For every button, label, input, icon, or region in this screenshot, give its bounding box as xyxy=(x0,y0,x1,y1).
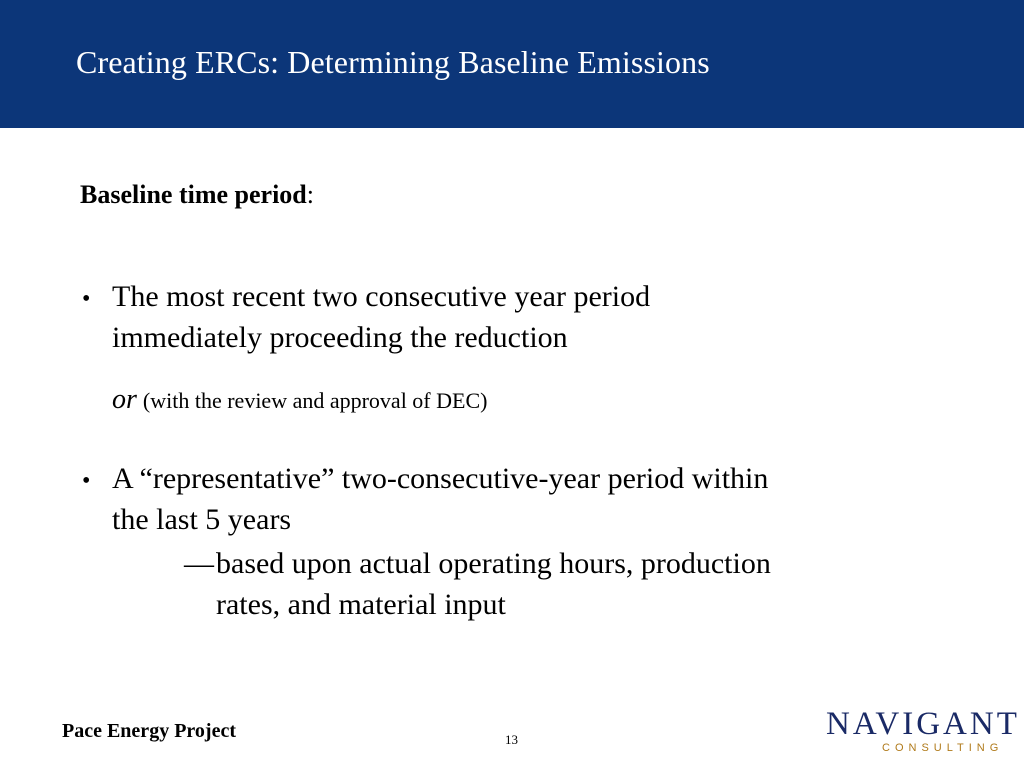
navigant-logo xyxy=(826,706,1020,756)
bullet-marker-1: • xyxy=(82,286,91,312)
bullet-item-2 xyxy=(112,458,768,540)
slide-title: Creating ERCs: Determining Baseline Emissions xyxy=(76,44,710,80)
bullet-marker-2: • xyxy=(82,468,91,494)
bullet-item-1 xyxy=(112,276,650,358)
sub-item-line-1 xyxy=(184,543,771,584)
footer-project-name: Pace Energy Project xyxy=(62,720,236,742)
dash-marker: — xyxy=(184,547,214,580)
or-line xyxy=(112,384,487,416)
heading-bold: Baseline time period xyxy=(80,180,307,209)
sub-item-line-2: rates, and material input xyxy=(216,588,506,621)
logo-subtitle: CONSULTING xyxy=(882,742,1004,754)
logo-accent-icon xyxy=(859,714,885,742)
or-note: (with the review and approval of DEC) xyxy=(142,388,488,413)
or-word: or xyxy=(112,384,137,415)
logo-wordmark: NAVIGANT xyxy=(826,706,1020,742)
bullet-1-line-2: immediately proceeding the reduction xyxy=(112,321,568,354)
bullet-2-line-2: the last 5 years xyxy=(112,503,292,536)
sub-item xyxy=(184,543,771,625)
heading-colon: : xyxy=(306,180,314,209)
section-heading xyxy=(80,180,314,210)
sub-item-text-1: based upon actual operating hours, production xyxy=(216,547,771,580)
title-bar xyxy=(0,0,1024,128)
bullet-1-line-1: The most recent two consecutive year period xyxy=(112,280,651,313)
page-number: 13 xyxy=(505,732,518,747)
bullet-2-line-1: A “representative” two-consecutive-year period within xyxy=(112,462,769,495)
